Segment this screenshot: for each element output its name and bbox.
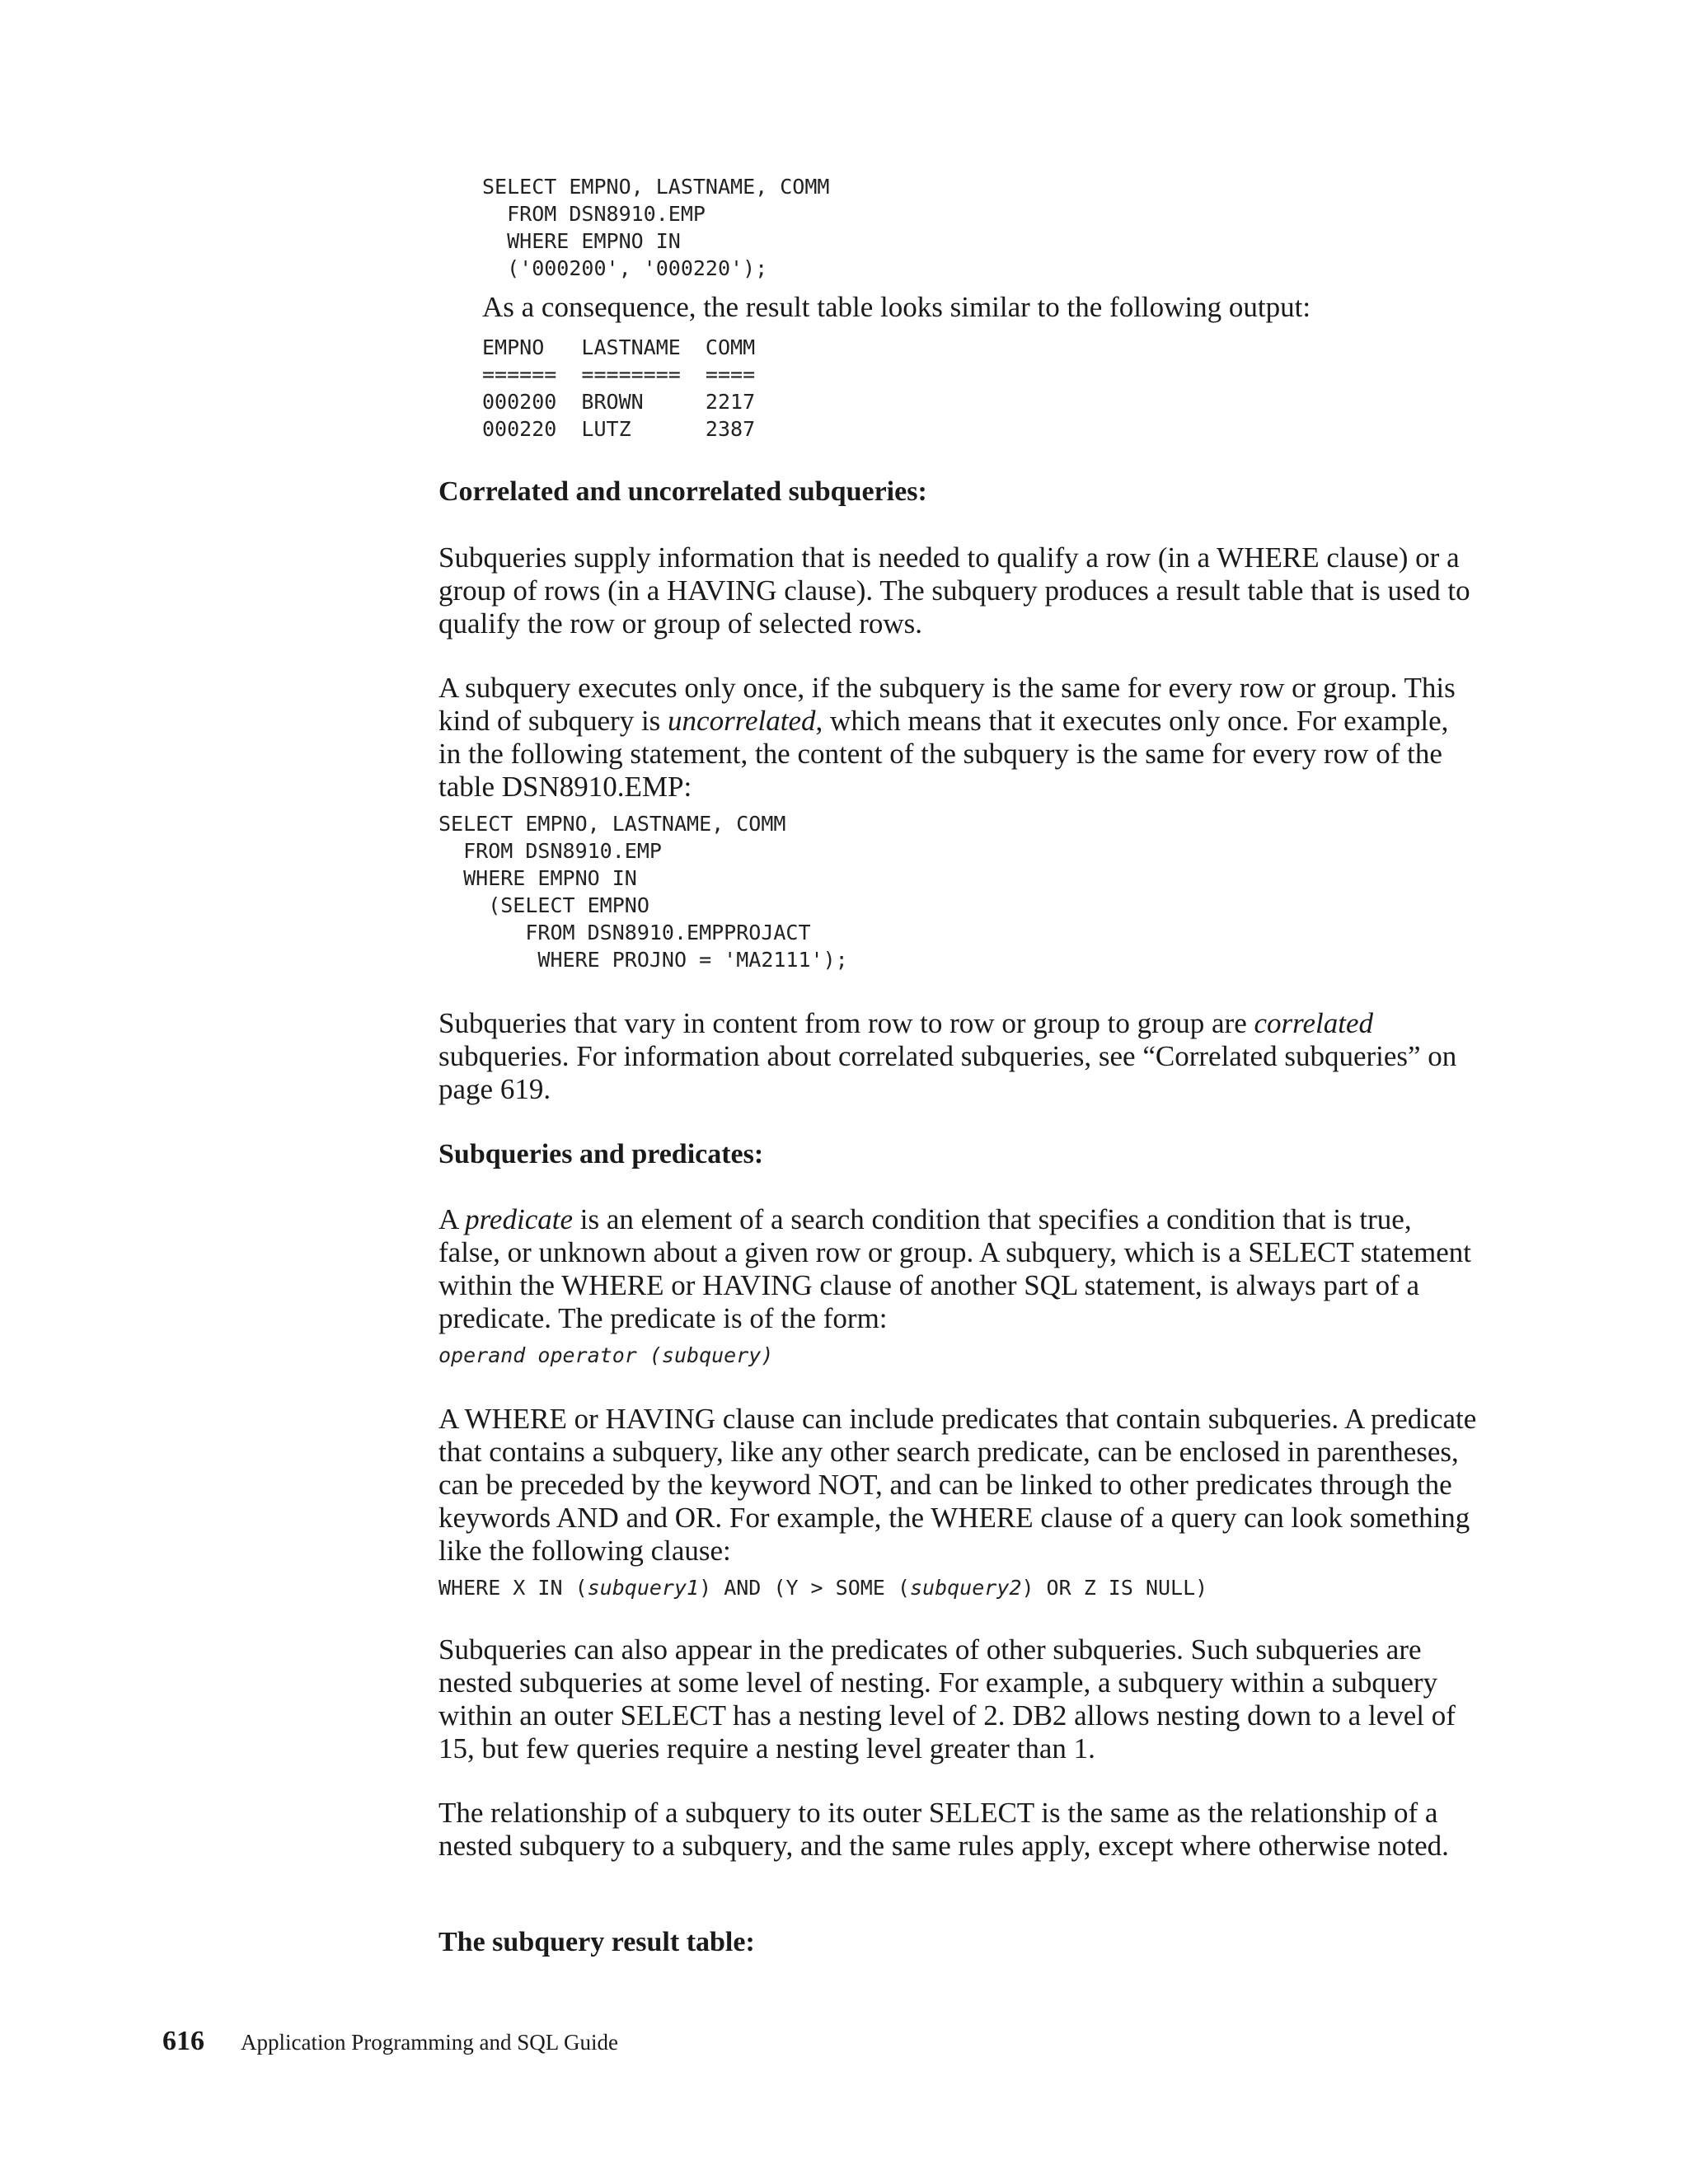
- paragraph-correlated: Subqueries that vary in content from row to row or group to group are correlated subqueries. For information about correlated subqueries, see “Correlated subqueries” on page 619.: [438, 1007, 1457, 1105]
- term-predicate: predicate: [465, 1203, 573, 1235]
- page-number: 616: [162, 2026, 204, 2056]
- paragraph-nested-subqueries: Subqueries can also appear in the predicates of other subqueries. Such subqueries are nested subqueries at some level of nesting. For example, a subquery within a subquery within an outer SELECT has a nesting level of 2. DB2 allows nesting down to a level of 15, but few queries require a nesting level greater than 1.: [438, 1633, 1456, 1765]
- paragraph-executes-once: A subquery executes only once, if the subquery is the same for every row or group. This kind of subquery is uncorrelated, which means that it executes only once. For example, in the following statement, the content of the subquery is the same for every row of the table DSN8910.EMP:: [438, 672, 1456, 803]
- book-title-footer: Application Programming and SQL Guide: [241, 2030, 618, 2055]
- paragraph-relationship: The relationship of a subquery to its outer SELECT is the same as the relationship of a nested subquery to a subquery, and the same rules apply, except where otherwise noted.: [438, 1797, 1449, 1862]
- result-table-output: EMPNO LASTNAME COMM ====== ======== ==== 000200 BROWN 2217 000220 LUTZ 2387: [482, 335, 756, 441]
- heading-correlated-uncorrelated: Correlated and uncorrelated subqueries:: [438, 476, 927, 507]
- heading-subquery-result-table: The subquery result table:: [438, 1927, 755, 1957]
- paragraph-consequence: As a consequence, the result table looks similar to the following output:: [482, 291, 1311, 323]
- term-uncorrelated: uncorrelated: [668, 705, 816, 737]
- paragraph-where-having: A WHERE or HAVING clause can include predicates that contain subqueries. A predicate that contains a subquery, like any other search predicate, can be enclosed in parentheses, can be preceded by the keyword NOT, and can be linked to other predicates through the keywords AND and OR. For example, the WHERE clause of a query can look something like the following clause:: [438, 1403, 1477, 1567]
- code-example-select-in: SELECT EMPNO, LASTNAME, COMM FROM DSN8910.EMP WHERE EMPNO IN ('000200', '000220');: [482, 175, 830, 280]
- paragraph-predicate-definition: A predicate is an element of a search condition that specifies a condition that is true, false, or unknown about a given row or group. A subquery, which is a SELECT statement within the WHERE or HAVING clause of another SQL statement, is always part of a predicate. The predicate is of the form:: [438, 1203, 1471, 1334]
- code-predicate-form: operand operator (subquery): [438, 1343, 774, 1367]
- heading-subqueries-predicates: Subqueries and predicates:: [438, 1139, 764, 1169]
- term-correlated: correlated: [1254, 1007, 1373, 1039]
- code-example-uncorrelated: SELECT EMPNO, LASTNAME, COMM FROM DSN8910.EMP WHERE EMPNO IN (SELECT EMPNO FROM DSN8910.EMPPROJACT WHERE PROJNO = 'MA2111');: [438, 812, 848, 972]
- paragraph-subqueries-supply: Subqueries supply information that is needed to qualify a row (in a WHERE clause) or a group of rows (in a HAVING clause). The subquery produces a result table that is used to qualify the row or group of selected rows.: [438, 541, 1470, 640]
- code-where-clause: WHERE X IN (subquery1) AND (Y > SOME (subquery2) OR Z IS NULL): [438, 1576, 1208, 1600]
